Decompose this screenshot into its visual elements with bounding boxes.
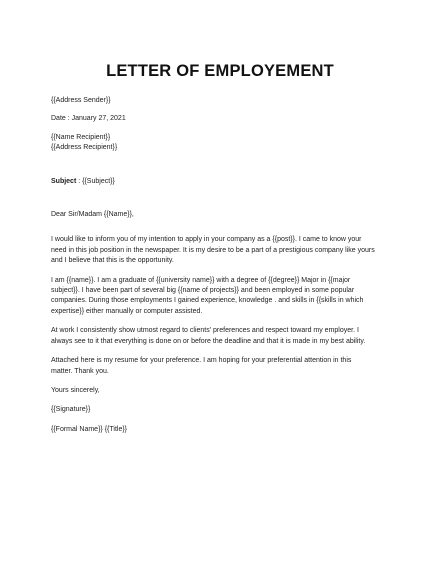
- paragraph-work-ethic: [51, 326, 396, 347]
- paragraph-line: need in this job position in the newspaper. It is my desire to be a part of a prestigious company like yours: [51, 246, 375, 254]
- subject-value: : {{Subject}}: [76, 177, 115, 185]
- signature-placeholder: {{Signature}}: [51, 406, 91, 414]
- subject-line: [51, 177, 396, 187]
- paragraph-line: subject}}. I have been part of several big {{name of projects}} and been employed in some popular: [51, 287, 355, 295]
- salutation: Dear Sir/Madam {{Name}},: [51, 211, 134, 219]
- subject-label: Subject: [51, 177, 77, 185]
- address-recipient: {{Address Recipient}}: [51, 144, 118, 152]
- letter-body: [51, 96, 396, 435]
- paragraph-background: [51, 276, 396, 318]
- paragraph-line: matter. Thank you.: [51, 367, 109, 375]
- paragraph-line: companies. During those employments I gained experience, knowledge . and skills in {{skills in which: [51, 297, 364, 305]
- paragraph-line: I would like to inform you of my intention to apply in your company as a {{post}}. I came to know your: [51, 236, 362, 244]
- closing: Yours sincerely,: [51, 386, 100, 394]
- paragraph-attachment: [51, 356, 396, 377]
- paragraph-line: At work I consistently show utmost regard to clients' preferences and respect toward my employer. I: [51, 327, 359, 335]
- document-title: LETTER OF EMPLOYEMENT: [106, 62, 334, 80]
- paragraph-line: always see to it that everything is done on or before the deadline and that it is made in my best ability.: [51, 337, 366, 345]
- paragraph-intent: [51, 235, 396, 266]
- address-sender: {{Address Sender}}: [51, 97, 111, 104]
- paragraph-line: I am {{name}}. I am a graduate of {{university name}} with a degree of {{degree}} Major in {{major: [51, 276, 351, 284]
- paragraph-line: and I believe that this is the opportunity.: [51, 257, 174, 265]
- name-recipient: {{Name Recipient}}: [51, 133, 111, 141]
- paragraph-line: Attached here is my resume for your preference. I am hoping for your preferential attention in this: [51, 357, 352, 365]
- date-line: Date : January 27, 2021: [51, 115, 126, 123]
- paragraph-line: expertise}} either manually or computer assisted.: [51, 307, 203, 315]
- formal-name-title: {{Formal Name}} {{Title}}: [51, 425, 128, 433]
